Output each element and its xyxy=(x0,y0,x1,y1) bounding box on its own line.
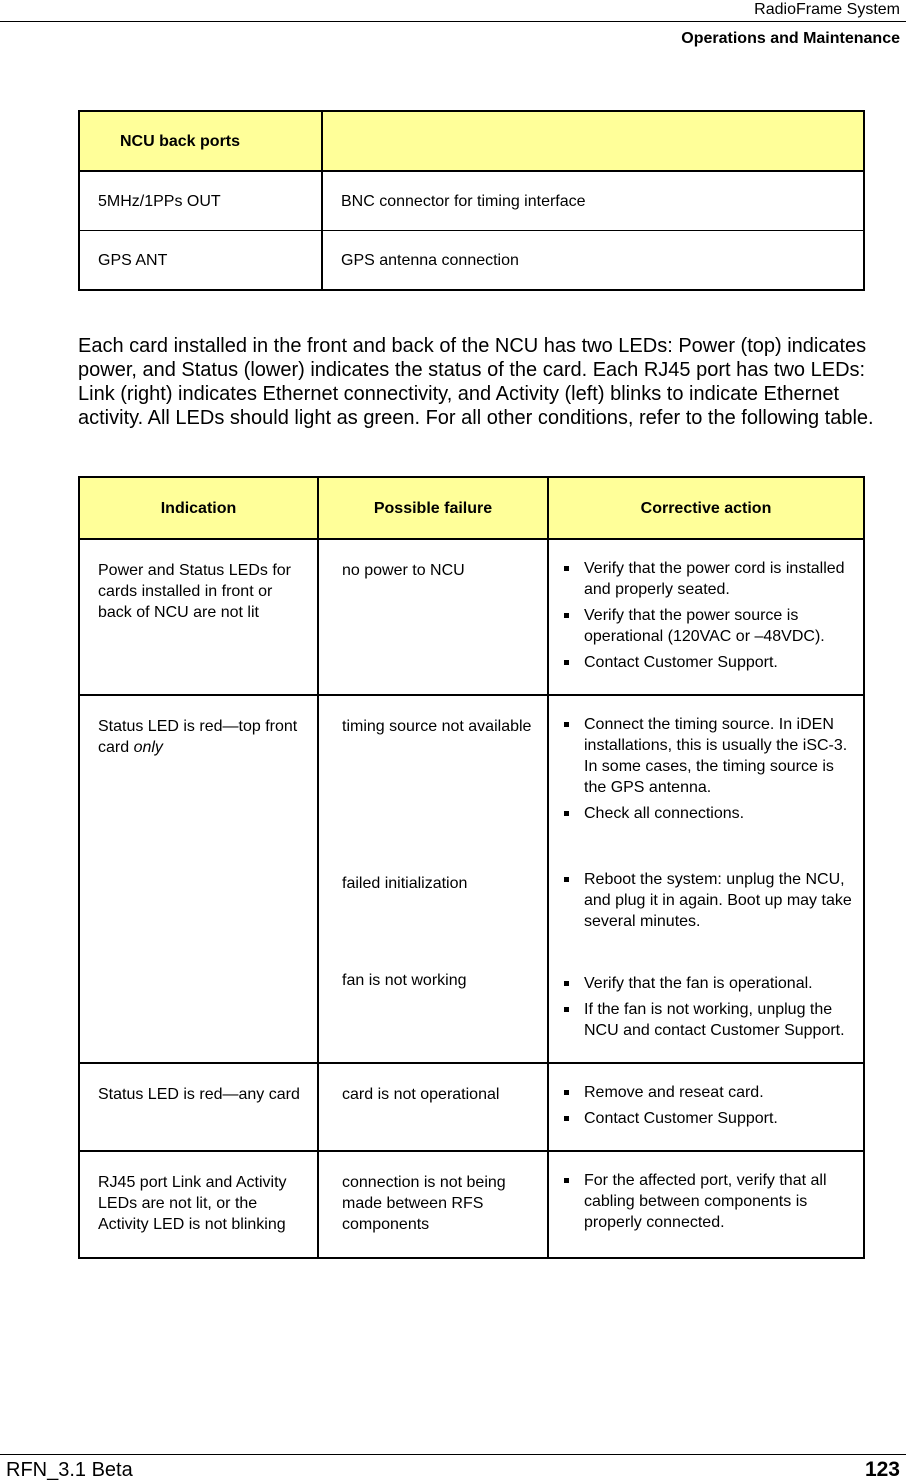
list-item: Contact Customer Support. xyxy=(563,1108,853,1129)
failure-text: failed initialization xyxy=(342,875,468,892)
ports-header-row xyxy=(79,111,864,171)
indication-cell xyxy=(79,695,318,1063)
indication-emphasis: only xyxy=(133,739,163,756)
table-row xyxy=(79,539,864,695)
failure-cell: card is not operational xyxy=(318,1063,548,1151)
indication-cell: Power and Status LEDs for cards installed in front or back of NCU are not lit xyxy=(79,539,318,695)
table-row xyxy=(79,1151,864,1258)
failure-cell xyxy=(318,695,548,1063)
header-title: RadioFrame System xyxy=(754,1,900,18)
indication-cell: RJ45 port Link and Activity LEDs are not lit, or the Activity LED is not blinking xyxy=(79,1151,318,1258)
list-item: Contact Customer Support. xyxy=(563,652,853,673)
list-item: Verify that the power cord is installed and properly seated. xyxy=(563,558,853,600)
header-rule xyxy=(0,21,906,22)
list-item: Connect the timing source. In iDEN installations, this is usually the iSC-3. In some cases, the timing source is the GPS antenna. xyxy=(563,714,853,798)
led-description-paragraph: Each card installed in the front and back of the NCU has two LEDs: Power (top) indicates power, and Status (lower) indicates the status of the card. Each RJ45 port has two LEDs: Link (right) indicates Ethernet connectivity, and Activity (left) blinks to indicate Ethernet activity. All LEDs should light as green. For all other conditions, refer to the following table. xyxy=(78,335,874,429)
failure-text: fan is not working xyxy=(342,972,467,989)
list-item: Verify that the power source is operational (120VAC or –48VDC). xyxy=(563,605,853,647)
table-row xyxy=(79,1063,864,1151)
action-cell xyxy=(548,1063,864,1151)
led-header-row xyxy=(79,477,864,539)
led-troubleshooting-table xyxy=(78,476,865,1259)
action-list xyxy=(563,869,853,973)
list-item: Reboot the system: unplug the NCU, and plug it in again. Boot up may take several minutes. xyxy=(563,869,853,932)
failure-text: timing source not available xyxy=(342,718,532,735)
list-item: Verify that the fan is operational. xyxy=(563,973,853,994)
page-number: 123 xyxy=(864,1458,900,1481)
action-cell xyxy=(548,1151,864,1258)
failure-cell: connection is not being made between RFS components xyxy=(318,1151,548,1258)
failure-cell: no power to NCU xyxy=(318,539,548,695)
list-item: Check all connections. xyxy=(563,803,853,824)
indication-cell: Status LED is red—any card xyxy=(79,1063,318,1151)
action-cell xyxy=(548,539,864,695)
list-item: For the affected port, verify that all cabling between components is properly connected. xyxy=(563,1170,853,1233)
action-cell xyxy=(548,695,864,1063)
header-subtitle: Operations and Maintenance xyxy=(681,30,900,47)
table-row xyxy=(79,695,864,1063)
ncu-back-ports-table xyxy=(78,110,865,291)
header-possible-failure: Possible failure xyxy=(318,477,548,539)
list-item: Remove and reseat card. xyxy=(563,1082,853,1103)
footer-doc-id: RFN_3.1 Beta xyxy=(6,1459,133,1481)
ports-header-cell xyxy=(322,111,864,171)
action-list xyxy=(563,558,853,673)
port-description: BNC connector for timing interface xyxy=(322,171,864,231)
action-list xyxy=(563,1170,853,1233)
footer-rule xyxy=(0,1454,906,1455)
port-description: GPS antenna connection xyxy=(322,231,864,291)
port-name: 5MHz/1PPs OUT xyxy=(79,171,322,231)
ports-row xyxy=(79,231,864,291)
header-indication: Indication xyxy=(79,477,318,539)
action-list xyxy=(563,973,853,1041)
action-list xyxy=(563,1082,853,1129)
ports-row xyxy=(79,171,864,231)
port-name: GPS ANT xyxy=(79,231,322,291)
action-list xyxy=(563,714,853,869)
header-corrective-action: Corrective action xyxy=(548,477,864,539)
indication-text: Status LED is red—top front card xyxy=(98,718,298,756)
list-item: If the fan is not working, unplug the NCU and contact Customer Support. xyxy=(563,999,853,1041)
ports-header-cell: NCU back ports xyxy=(79,111,322,171)
